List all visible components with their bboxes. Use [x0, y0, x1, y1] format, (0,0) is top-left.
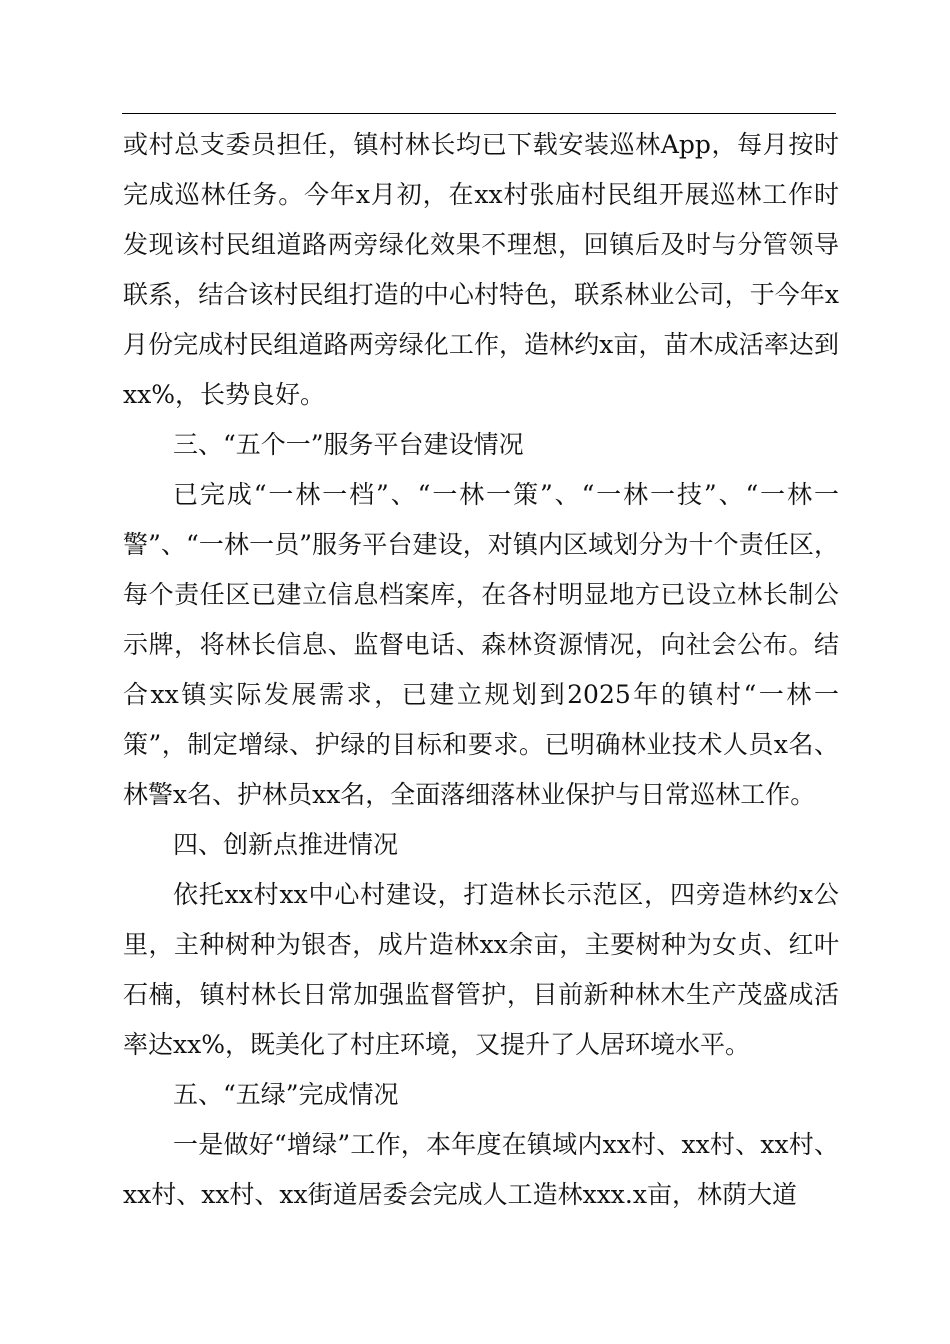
document-body: [123, 120, 839, 1220]
header-rule: [122, 113, 836, 114]
paragraph-green: 一是做好“增绿”工作，本年度在镇域内xx村、xx村、xx村、xx村、xx村、xx街道居委会完成人工造林xxx.x亩，林荫大道: [123, 1130, 839, 1209]
paragraph-continued: 或村总支委员担任，镇村林长均已下载安装巡林App，每月按时完成巡林任务。今年x月初，在xx村张庙村民组开展巡林工作时发现该村民组道路两旁绿化效果不理想，回镇后及时与分管领导联系，结合该村民组打造的中心村特色，联系林业公司，于今年x月份完成村民组道路两旁绿化工作，造林约x亩，苗木成活率达到xx%，长势良好。: [123, 130, 839, 409]
paragraph-innovation: 依托xx村xx中心村建设，打造林长示范区，四旁造林约x公里，主种树种为银杏，成片造林xx余亩，主要树种为女贞、红叶石楠，镇村林长日常加强监督管护，目前新种林木生产茂盛成活率达xx%，既美化了村庄环境，又提升了人居环境水平。: [123, 880, 839, 1059]
section-heading-3: 三、“五个一”服务平台建设情况: [173, 430, 524, 459]
section-heading-4: 四、创新点推进情况: [173, 830, 399, 859]
paragraph-platform: 已完成“一林一档”、“一林一策”、“一林一技”、“一林一警”、“一林一员”服务平台建设，对镇内区域划分为十个责任区，每个责任区已建立信息档案库，在各村明显地方已设立林长制公示牌，将林长信息、监督电话、森林资源情况，向社会公布。结合xx镇实际发展需求，已建立规划到2025年的镇村“一林一策”，制定增绿、护绿的目标和要求。已明确林业技术人员x名、林警x名、护林员xx名，全面落细落林业保护与日常巡林工作。: [123, 480, 839, 809]
section-heading-5: 五、“五绿”完成情况: [173, 1080, 399, 1109]
